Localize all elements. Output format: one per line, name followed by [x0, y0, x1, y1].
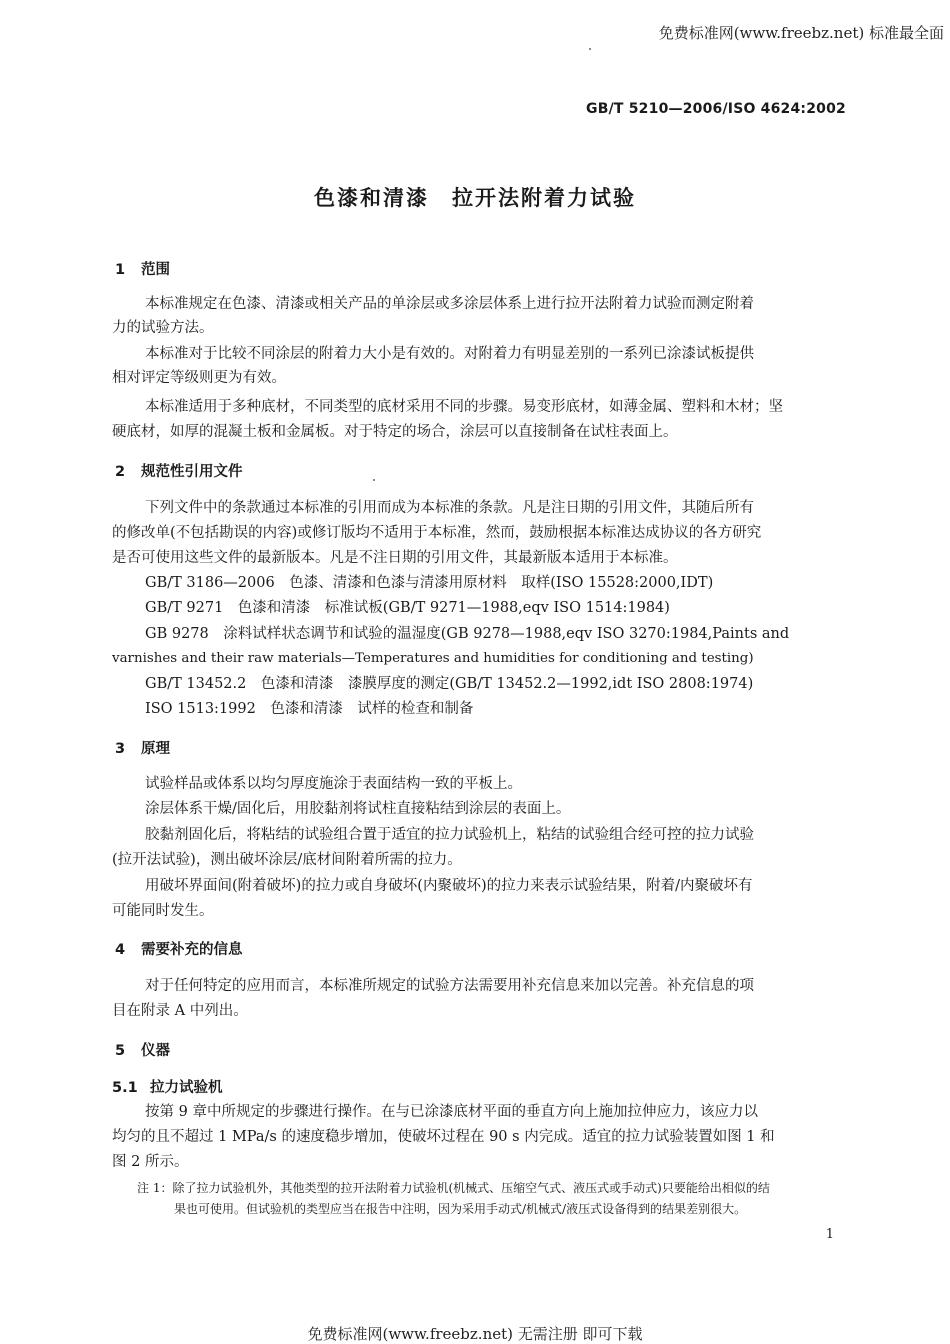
scan-speck — [373, 479, 375, 481]
paragraph-line: 硬底材，如厚的混凝土板和金属板。对于特定的场合，涂层可以直接制备在试柱表面上。 — [112, 424, 678, 440]
section-heading-supplementary-info — [115, 938, 243, 959]
section-number: 1 — [115, 262, 126, 278]
paragraph-line: 相对评定等级则更为有效。 — [112, 370, 286, 386]
section-title: 范围 — [141, 262, 170, 278]
section-number: 5.1 — [112, 1080, 138, 1096]
reference-item-continued: varnishes and their raw materials—Temperatures and humidities for conditioning and testing) — [112, 651, 754, 666]
page-title: 色漆和清漆 拉开法附着力试验 — [314, 186, 636, 210]
section-heading-normative-references — [115, 460, 243, 481]
reference-item: ISO 1513:1992 色漆和清漆 试样的检查和制备 — [145, 701, 474, 717]
section-heading-scope — [115, 258, 170, 279]
paragraph-line: (拉开法试验)，测出破坏涂层/底材间附着所需的拉力。 — [112, 852, 462, 868]
paragraph-line: 本标准规定在色漆、清漆或相关产品的单涂层或多涂层体系上进行拉开法附着力试验而测定附着 — [145, 296, 754, 312]
section-number: 4 — [115, 942, 126, 958]
section-number: 2 — [115, 464, 126, 480]
note-line: 注 1：除了拉力试验机外，其他类型的拉开法附着力试验机(机械式、压缩空气式、液压式或手动式)只要能给出相似的结 — [137, 1181, 770, 1195]
section-title: 仪器 — [141, 1043, 170, 1059]
section-number: 5 — [115, 1043, 126, 1059]
paragraph-line: 的修改单(不包括勘误的内容)或修订版均不适用于本标准，然而，鼓励根据本标准达成协议的各方研究 — [112, 525, 762, 541]
paragraph-line: 本标准适用于多种底材，不同类型的底材采用不同的步骤。易变形底材，如薄金属、塑料和木材；坚 — [145, 399, 783, 415]
paragraph-line: 力的试验方法。 — [112, 320, 214, 336]
reference-item: GB/T 9271 色漆和清漆 标准试板(GB/T 9271—1988,eqv ISO 1514:1984) — [145, 600, 670, 616]
subsection-heading-tensile-tester — [112, 1076, 223, 1097]
paragraph-line: 胶黏剂固化后，将粘结的试验组合置于适宜的拉力试验机上，粘结的试验组合经可控的拉力试验 — [145, 827, 754, 843]
section-title: 需要补充的信息 — [141, 942, 243, 958]
scan-speck — [589, 48, 591, 50]
paragraph-line: 用破坏界面间(附着破坏)的拉力或自身破坏(内聚破坏)的拉力来表示试验结果，附着/内聚破坏有 — [145, 878, 753, 894]
paragraph-line: 按第 9 章中所规定的步骤进行操作。在与已涂漆底材平面的垂直方向上施加拉伸应力，该应力以 — [145, 1104, 758, 1120]
paragraph-line: 本标准对于比较不同涂层的附着力大小是有效的。对附着力有明显差别的一系列已涂漆试板提供 — [145, 346, 754, 362]
standard-number: GB/T 5210—2006/ISO 4624:2002 — [586, 101, 846, 117]
paragraph-line: 图 2 所示。 — [112, 1154, 189, 1170]
paragraph-line: 可能同时发生。 — [112, 903, 214, 919]
section-title: 原理 — [141, 741, 170, 757]
section-heading-principle — [115, 737, 170, 758]
section-title: 拉力试验机 — [150, 1080, 223, 1096]
reference-item: GB 9278 涂料试样状态调节和试验的温湿度(GB 9278—1988,eqv ISO 3270:1984,Paints and — [145, 626, 790, 642]
paragraph-line: 涂层体系干燥/固化后，用胶黏剂将试柱直接粘结到涂层的表面上。 — [145, 801, 571, 817]
section-number: 3 — [115, 741, 126, 757]
section-heading-apparatus — [115, 1039, 170, 1060]
reference-item: GB/T 13452.2 色漆和清漆 漆膜厚度的测定(GB/T 13452.2—1992,idt ISO 2808:1974) — [145, 676, 754, 692]
paragraph-line: 目在附录 A 中列出。 — [112, 1003, 248, 1019]
watermark-top: 免费标准网(www.freebz.net) 标准最全面 — [658, 24, 944, 42]
reference-item: GB/T 3186—2006 色漆、清漆和色漆与清漆用原材料 取样(ISO 15528:2000,IDT) — [145, 575, 714, 591]
paragraph-line: 是否可使用这些文件的最新版本。凡是不注日期的引用文件，其最新版本适用于本标准。 — [112, 550, 678, 566]
paragraph-line: 试验样品或体系以均匀厚度施涂于表面结构一致的平板上。 — [145, 776, 522, 792]
watermark-bottom: 免费标准网(www.freebz.net) 无需注册 即可下载 — [307, 1325, 643, 1343]
paragraph-line: 对于任何特定的应用而言，本标准所规定的试验方法需要用补充信息来加以完善。补充信息的项 — [145, 978, 754, 994]
note-line: 果也可使用。但试验机的类型应当在报告中注明，因为采用手动式/机械式/液压式设备得到的结果差别很大。 — [174, 1202, 747, 1216]
paragraph-line: 下列文件中的条款通过本标准的引用而成为本标准的条款。凡是注日期的引用文件，其随后所有 — [145, 500, 754, 516]
paragraph-line: 均匀的且不超过 1 MPa/s 的速度稳步增加，使破坏过程在 90 s 内完成。适宜的拉力试验装置如图 1 和 — [112, 1129, 775, 1145]
section-title: 规范性引用文件 — [141, 464, 243, 480]
page-number: 1 — [825, 1227, 834, 1242]
